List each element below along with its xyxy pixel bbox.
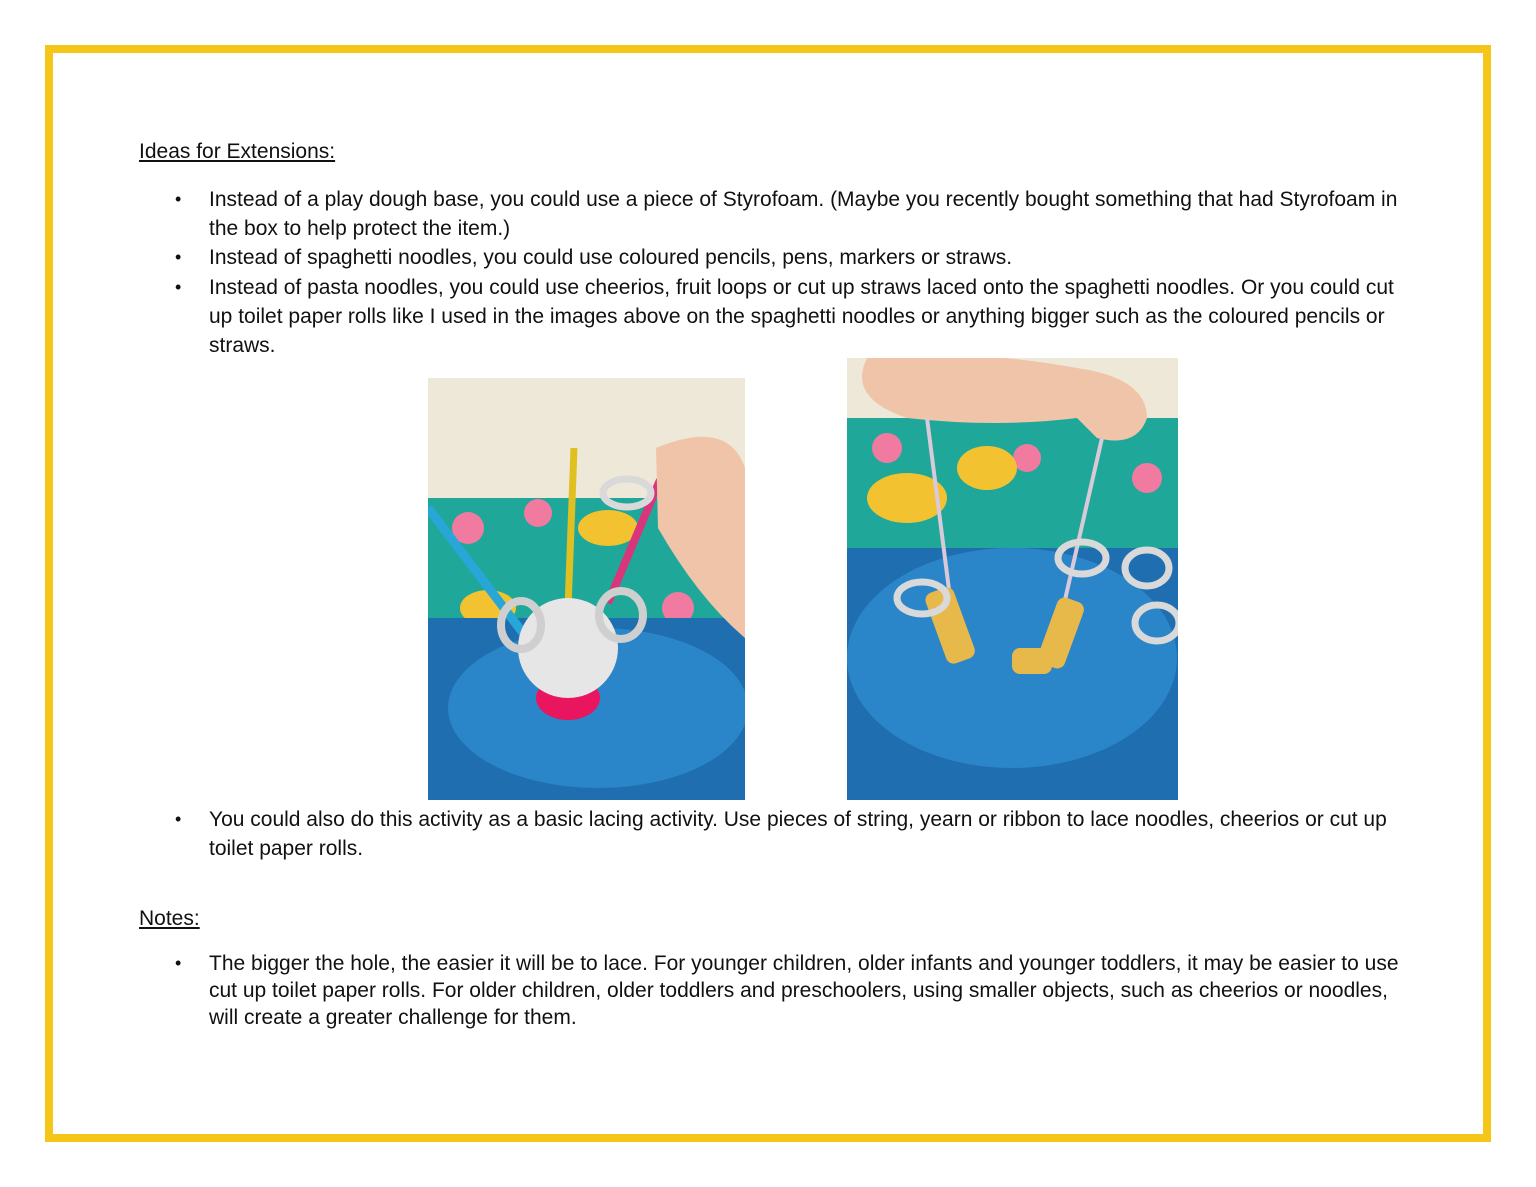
photo-lacing-pasta xyxy=(847,358,1178,800)
extensions-heading: Ideas for Extensions: xyxy=(139,140,336,163)
bullet-icon: • xyxy=(175,189,182,209)
bullet-icon: • xyxy=(175,277,182,297)
extension-item-text: You could also do this activity as a basic lacing activity. Use pieces of string, yearn or ribbon to lace noodles, cheerios or cut up toilet paper rolls. xyxy=(209,808,1387,860)
bullet-icon: • xyxy=(175,247,182,267)
photo-styrofoam-ball xyxy=(428,378,745,800)
bullet-icon: • xyxy=(175,809,182,829)
notes-item-text: The bigger the hole, the easier it will be to lace. For younger children, older infants and younger toddlers, it may be easier to use cut up toilet paper rolls. For older children, older toddlers and preschoolers, using smaller objects, such as cheerios or noodles, will create a greater challenge for them. xyxy=(209,952,1399,1029)
extension-item-text: Instead of a play dough base, you could use a piece of Styrofoam. (Maybe you recently bought something that had Styrofoam in the box to help protect the item.) xyxy=(209,188,1398,240)
bullet-icon: • xyxy=(175,953,182,973)
extension-item-text: Instead of pasta noodles, you could use cheerios, fruit loops or cut up straws laced onto the spaghetti noodles. Or you could cut up toilet paper rolls like I used in the images above on the spaghetti noodles or anything bigger such as the coloured pencils or straws. xyxy=(209,276,1394,357)
extension-item-text: Instead of spaghetti noodles, you could use coloured pencils, pens, markers or straws. xyxy=(209,246,1013,269)
notes-heading: Notes: xyxy=(139,907,200,930)
